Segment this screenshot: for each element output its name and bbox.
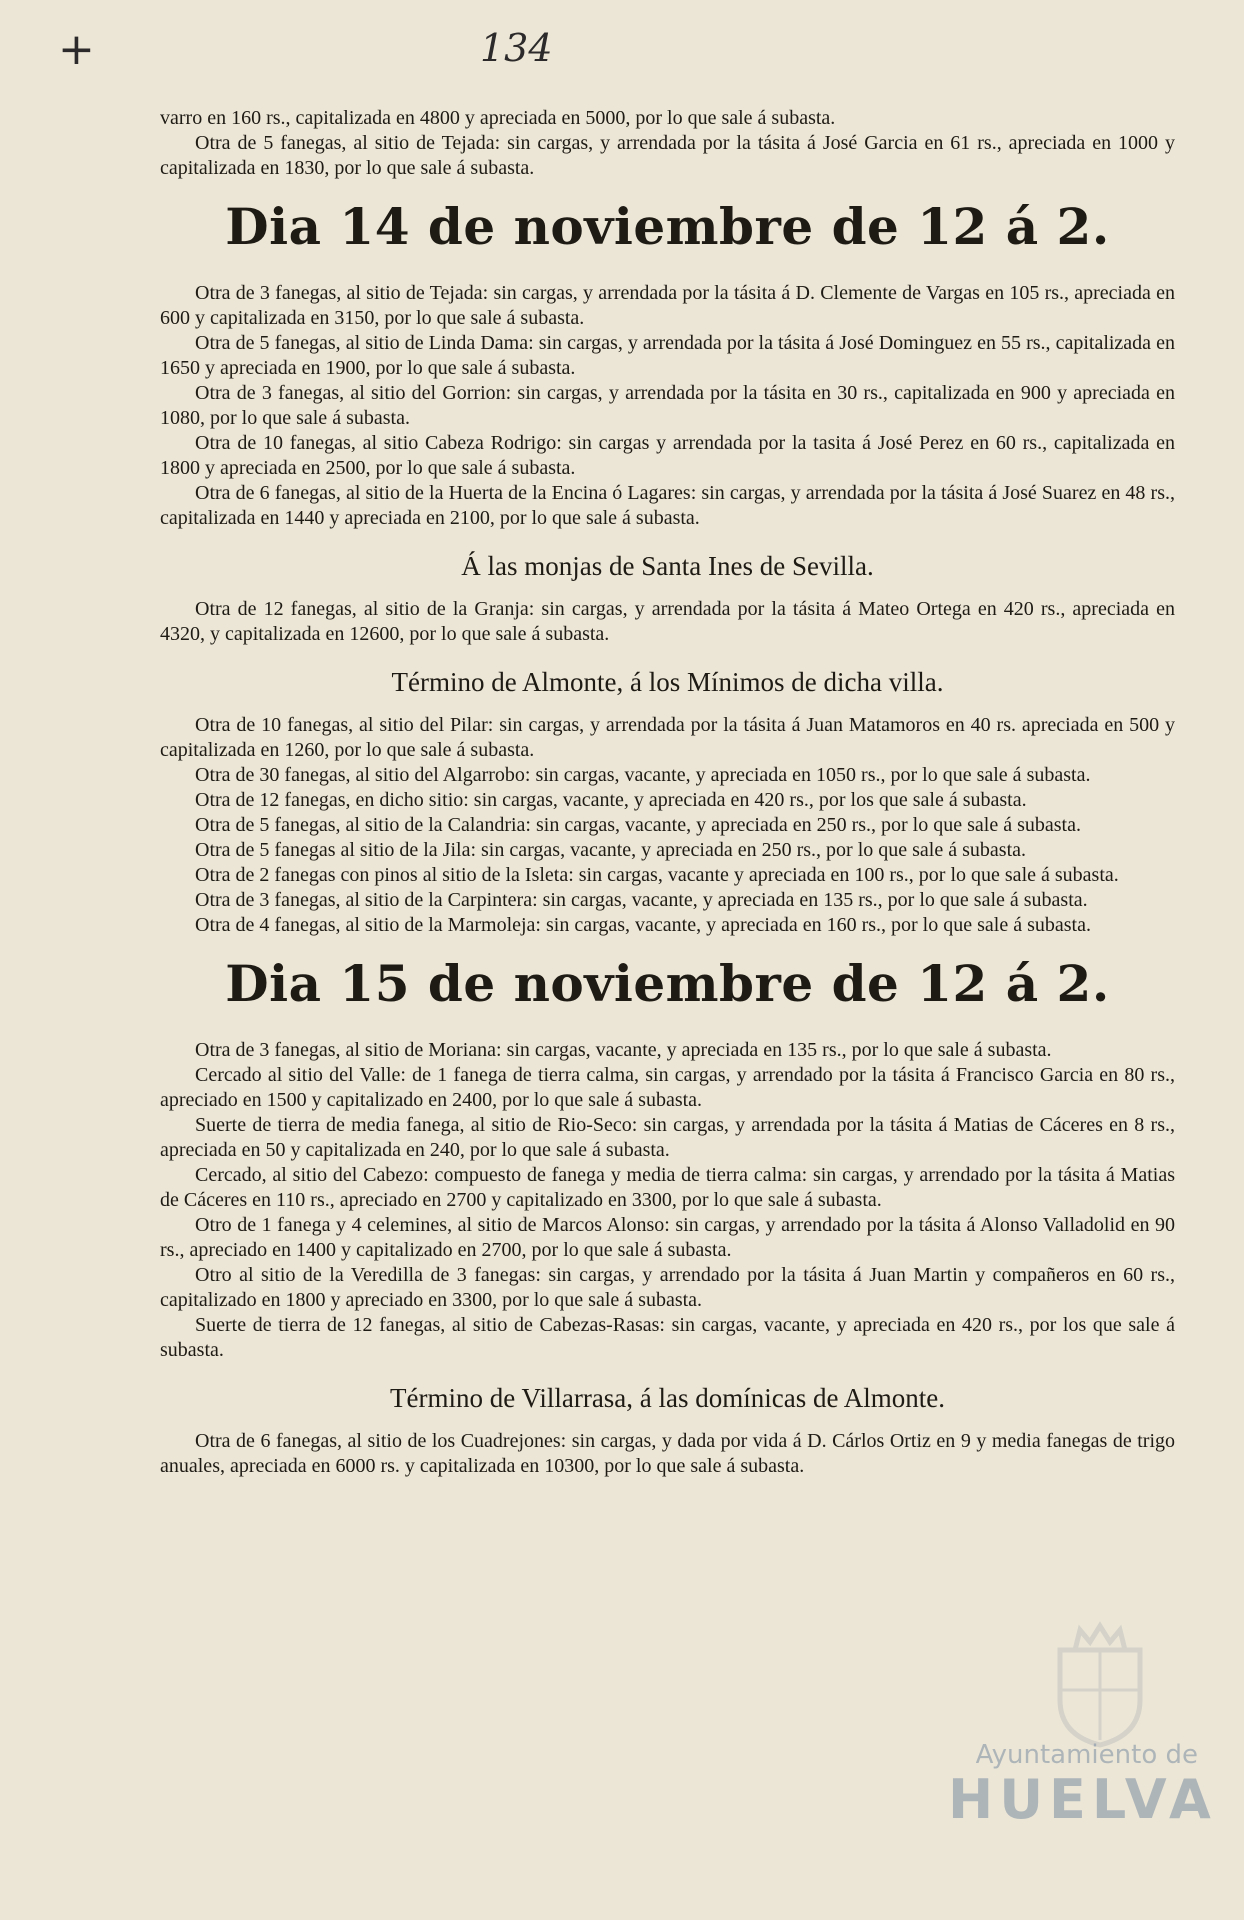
villarrasa-entries — [160, 1429, 1175, 1479]
entry-paragraph: Otra de 4 fanegas, al sitio de la Marmoleja: sin cargas, vacante, y apreciada en 160 rs., por lo que sale á subasta. — [195, 914, 1091, 936]
entry-paragraph: Otra de 3 fanegas, al sitio de Tejada: sin cargas, y arrendada por la tásita á D. Clemente de Vargas en 105 rs., apreciada en 600 y capitalizada en 3150, por lo que sale á subasta. — [160, 282, 1175, 329]
archive-watermark — [948, 1740, 1217, 1831]
day-14-entries — [160, 281, 1175, 531]
entry-paragraph: Otra de 30 fanegas, al sitio del Algarrobo: sin cargas, vacante, y apreciada en 1050 rs., por lo que sale á subasta. — [195, 764, 1091, 786]
section-heading-almonte: Término de Almonte, á los Mínimos de dicha villa. — [391, 667, 944, 697]
entry-paragraph: Otra de 5 fanegas, al sitio de la Calandria: sin cargas, vacante, y apreciada en 250 rs., por lo que sale á subasta. — [195, 814, 1081, 836]
handwritten-page-number: 134 — [480, 26, 553, 70]
day-14-heading: Dia 14 de noviembre de 12 á 2. — [225, 197, 1110, 256]
entry-paragraph: Otra de 5 fanegas, al sitio de Tejada: sin cargas, y arrendada por la tásita á José Garcia en 61 rs., apreciada en 1000 y capitalizada en 1830, por lo que sale á subasta. — [160, 132, 1175, 179]
entry-paragraph: Otra de 6 fanegas, al sitio de los Cuadrejones: sin cargas, y dada por vida á D. Cárlos Ortiz en 9 y media fanegas de trigo anuales, apreciada en 6000 rs. y capitalizada en 10300, por lo que sale á subasta. — [160, 1430, 1175, 1477]
almonte-entries — [160, 713, 1175, 938]
day-15-heading: Dia 15 de noviembre de 12 á 2. — [225, 954, 1110, 1013]
entry-paragraph: Otra de 3 fanegas, al sitio del Gorrion: sin cargas, y arrendada por la tásita en 30 rs., capitalizada en 900 y apreciada en 1080, por lo que sale á subasta. — [160, 382, 1175, 429]
entry-paragraph: Otra de 10 fanegas, al sitio del Pilar: sin cargas, y arrendada por la tásita á Juan Matamoros en 40 rs. apreciada en 500 y capitalizada en 1260, por lo que sale á subasta. — [160, 714, 1175, 761]
entry-paragraph: varro en 160 rs., capitalizada en 4800 y apreciada en 5000, por lo que sale á subasta. — [160, 107, 836, 129]
entry-paragraph: Suerte de tierra de 12 fanegas, al sitio de Cabezas-Rasas: sin cargas, vacante, y apreciada en 420 rs., por los que sale á subasta. — [160, 1314, 1175, 1361]
entry-paragraph: Otra de 12 fanegas, en dicho sitio: sin cargas, vacante, y apreciada en 420 rs., por los que sale á subasta. — [195, 789, 1027, 811]
entry-paragraph: Suerte de tierra de media fanega, al sitio de Rio-Seco: sin cargas, y arrendada por la tásita á Matias de Cáceres en 8 rs., apreciada en 50 y capitalizada en 240, por lo que sale á subasta. — [160, 1114, 1175, 1161]
entry-paragraph: Otra de 3 fanegas, al sitio de la Carpintera: sin cargas, vacante, y apreciada en 135 rs., por lo que sale á subasta. — [195, 889, 1088, 911]
coat-of-arms-icon — [1040, 1620, 1160, 1750]
watermark-line1: Ayuntamiento de — [975, 1740, 1198, 1770]
continuation-block — [160, 106, 1175, 181]
handwritten-plus-mark: + — [58, 24, 95, 75]
section-heading-monjas: Á las monjas de Santa Ines de Sevilla. — [461, 551, 874, 581]
entry-paragraph: Cercado al sitio del Valle: de 1 fanega de tierra calma, sin cargas, y arrendado por la tásita á Francisco Garcia en 80 rs., apreciado en 1500 y capitalizado en 2400, por lo que sale á subasta. — [160, 1064, 1175, 1111]
section-heading-villarrasa: Término de Villarrasa, á las domínicas de Almonte. — [390, 1383, 945, 1413]
entry-paragraph: Otra de 5 fanegas, al sitio de Linda Dama: sin cargas, y arrendada por la tásita á José Dominguez en 55 rs., capitalizada en 1650 y apreciada en 1900, por lo que sale á subasta. — [160, 332, 1175, 379]
entry-paragraph: Otra de 5 fanegas al sitio de la Jila: sin cargas, vacante, y apreciada en 250 rs., por lo que sale á subasta. — [195, 839, 1026, 861]
watermark-line2: HUELVA — [948, 1768, 1217, 1831]
entry-paragraph: Cercado, al sitio del Cabezo: compuesto de fanega y media de tierra calma: sin cargas, y arrendado por la tásita á Matias de Cáceres en 110 rs., apreciado en 2700 y capitalizado en 3300, por lo que sale á subasta. — [160, 1164, 1175, 1211]
entry-paragraph: Otro al sitio de la Veredilla de 3 fanegas: sin cargas, y arrendado por la tásita á Juan Martin y compañeros en 60 rs., capitalizado en 1800 y apreciado en 3300, por lo que sale á subasta. — [160, 1264, 1175, 1311]
entry-paragraph: Otra de 2 fanegas con pinos al sitio de la Isleta: sin cargas, vacante y apreciada en 100 rs., por lo que sale á subasta. — [195, 864, 1119, 886]
entry-paragraph: Otra de 6 fanegas, al sitio de la Huerta de la Encina ó Lagares: sin cargas, y arrendada por la tásita á José Suarez en 48 rs., capitalizada en 1440 y apreciada en 2100, por lo que sale á subasta. — [160, 482, 1175, 529]
entry-paragraph: Otra de 12 fanegas, al sitio de la Granja: sin cargas, y arrendada por la tásita á Mateo Ortega en 420 rs., apreciada en 4320, y capitalizada en 12600, por lo que sale á subasta. — [160, 598, 1175, 645]
entry-paragraph: Otra de 10 fanegas, al sitio Cabeza Rodrigo: sin cargas y arrendada por la tasita á José Perez en 60 rs., capitalizada en 1800 y apreciada en 2500, por lo que sale á subasta. — [160, 432, 1175, 479]
document-body — [160, 106, 1175, 1479]
entry-paragraph: Otro de 1 fanega y 4 celemines, al sitio de Marcos Alonso: sin cargas, y arrendado por la tásita á Alonso Valladolid en 90 rs., apreciado en 1400 y capitalizado en 2700, por lo que sale á subasta. — [160, 1214, 1175, 1261]
entry-paragraph: Otra de 3 fanegas, al sitio de Moriana: sin cargas, vacante, y apreciada en 135 rs., por lo que sale á subasta. — [195, 1039, 1052, 1061]
monjas-entries — [160, 597, 1175, 647]
handwritten-marks — [0, 0, 1244, 75]
day-15-entries — [160, 1038, 1175, 1363]
